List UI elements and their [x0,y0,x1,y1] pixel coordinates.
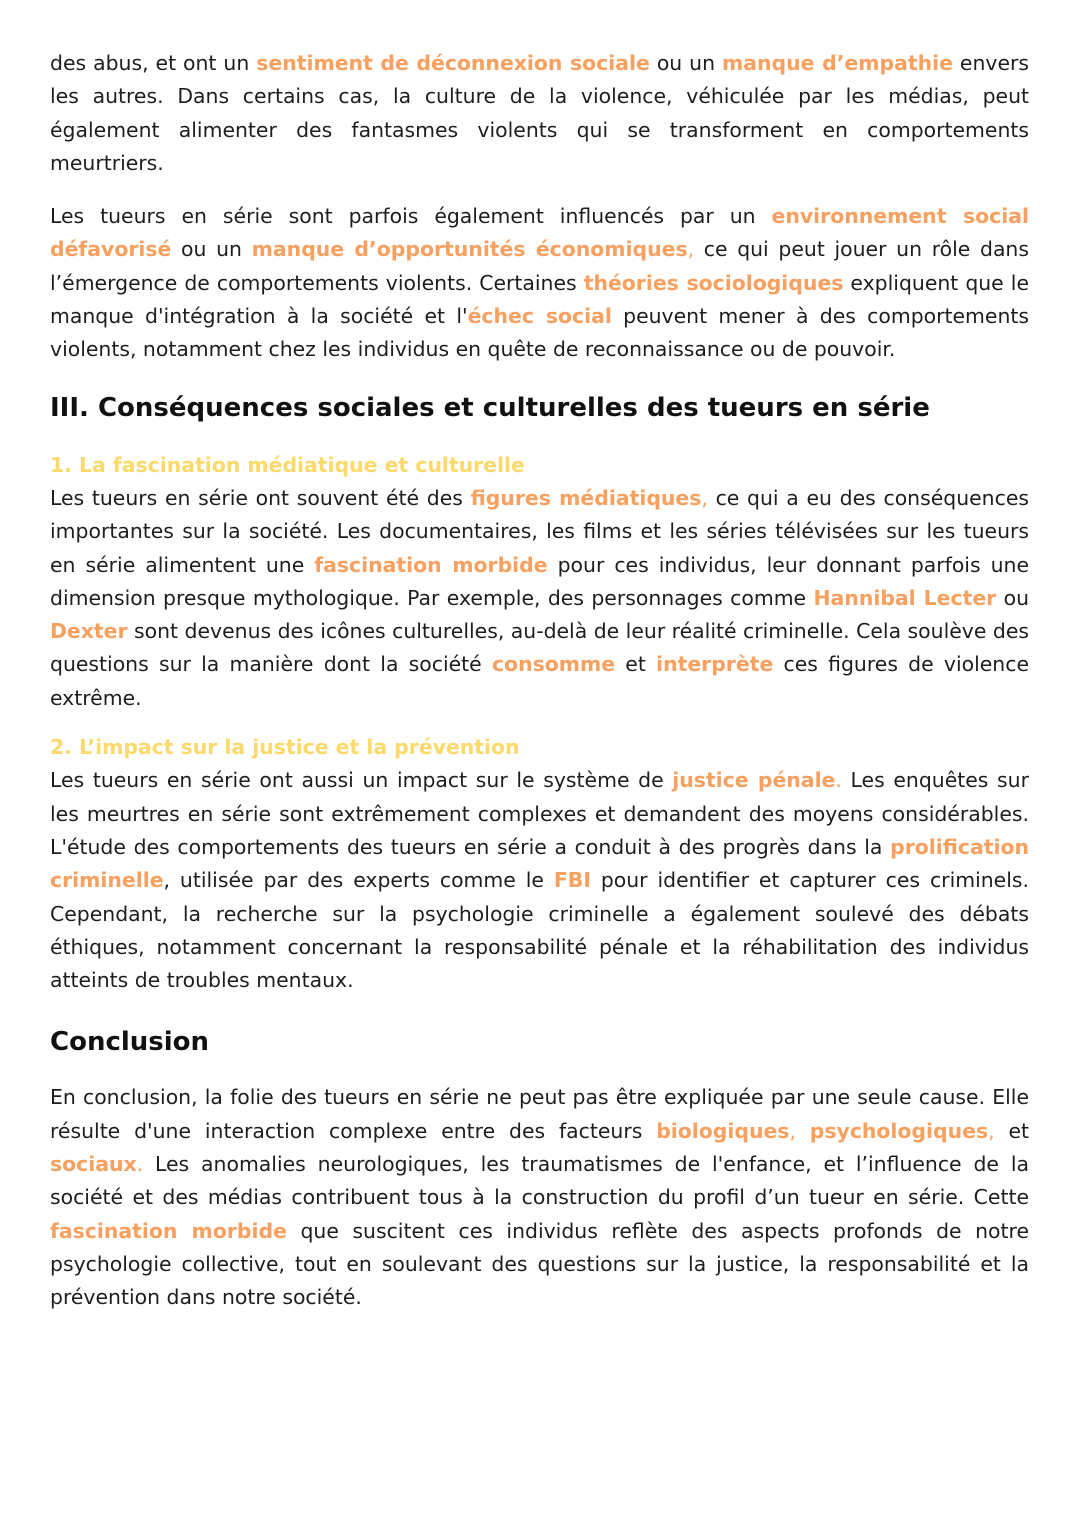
highlight-term: interprète [656,652,774,677]
document-page [50,47,1029,1315]
text-run: ce qui a eu des conséquences importantes sur la société. Les documentaires, les films et les séries télévisées sur les tueurs en série alimentent une [50,485,1029,577]
text-run [796,1119,810,1143]
highlight-term: théories sociologiques [583,270,844,295]
text-run: Les tueurs en série sont parfois également influencés par un [50,204,772,229]
highlight-term: biologiques [656,1118,790,1143]
highlight-term: consomme [491,652,616,677]
highlight-term: fascination morbide [50,1218,287,1243]
highlight-punct: , [701,485,708,510]
subsection-heading: 2. L’impact sur la justice et la prévention [50,735,520,760]
text-run: Les anomalies neurologiques, les traumatismes de l'enfance, et l’influence de la société et des médias contribuent tous à la construction du profil d’un tueur en série. Cette [50,1152,1029,1210]
text-run: ce qui peut jouer un rôle dans l’émergence de comportements violents. Certaines [50,237,1029,295]
highlight-punct: . [835,768,842,793]
text-run: ces figures de violence extrême. [50,652,1029,710]
text-run: Les tueurs en série ont aussi un impact sur le système de [50,768,673,793]
text-run: ou un [649,51,723,75]
text-run: pour identifier et capturer ces criminels. Cependant, la recherche sur la psychologie criminelle a également soulevé des débats éthiques, notamment concernant la responsabilité pénale et la réhabilitation des individus atteints de troubles mentaux. [50,868,1029,993]
highlight-term: psychologiques [809,1118,989,1143]
highlight-term: échec social [467,304,612,329]
text-run: Les enquêtes sur les meurtres en série sont extrêmement complexes et demandent des moyens considérables. L'étude des comportements des tueurs en série a conduit à des progrès dans la [50,768,1029,859]
highlight-term: manque d’empathie [722,51,953,75]
paragraph-conclusion [50,1081,1029,1314]
text-run: ou [996,585,1029,610]
paragraph-empathy [50,47,1029,180]
paragraph-environment [50,200,1029,366]
text-run: envers les autres. Dans certains cas, la culture de la violence, véhiculée par les médias, peut également alimenter des fantasmes violents qui se transforment en comportements meurtriers. [50,51,1029,175]
highlight-term: FBI [553,868,591,893]
highlight-term: figures médiatiques [470,485,702,510]
highlight-term: fascination morbide [314,552,548,577]
text-run: ou un [171,237,252,262]
highlight-term: environnement social défavorisé [50,204,1029,262]
paragraph-justice [50,764,1029,997]
text-run: que suscitent ces individus reflète des aspects profonds de notre psychologie collective, tout en soulevant des questions sur la justice, la responsabilité et la prévention dans notre société. [50,1218,1029,1310]
highlight-term: justice pénale [672,768,836,793]
text-run: et [994,1118,1029,1143]
highlight-term: Hannibal Lecter [813,585,997,610]
text-run: pour ces individus, leur donnant parfois une dimension presque mythologique. Par exemple, des personnages comme [50,552,1029,610]
highlight-punct: , [687,237,695,262]
highlight-punct: . [136,1152,144,1177]
text-run: et [615,652,657,677]
highlight-term: sentiment de déconnexion sociale [256,51,650,75]
conclusion-heading: Conclusion [50,1027,210,1058]
text-run: peuvent mener à des comportements violents, notamment chez les individus en quête de reconnaissance ou de pouvoir. [50,304,1030,362]
highlight-term: manque d’opportunités économiques [251,237,688,262]
subsection-heading: 1. La fascination médiatique et culturelle [50,452,525,477]
text-run: En conclusion, la folie des tueurs en série ne peut pas être expliquée par une seule cause. Elle résulte d'une interaction complexe entre des facteurs [50,1085,1029,1143]
highlight-term: sociaux [50,1152,137,1177]
text-run: , utilisée par des experts comme le [163,868,554,893]
text-run: Les tueurs en série ont souvent été des [50,485,471,510]
section-heading: III. Conséquences sociales et culturelles des tueurs en série [50,392,930,423]
highlight-punct: , [988,1118,995,1143]
text-run: sont devenus des icônes culturelles, au-delà de leur réalité criminelle. Cela soulève des questions sur la manière dont la société [50,619,1029,677]
text-run: des abus, et ont un [50,51,257,75]
highlight-term: prolification criminelle [50,834,1029,893]
paragraph-media [50,482,1029,715]
text-run: expliquent que le manque d'intégration à la société et l' [50,270,1029,329]
highlight-term: Dexter [50,619,128,644]
highlight-punct: , [789,1118,796,1143]
